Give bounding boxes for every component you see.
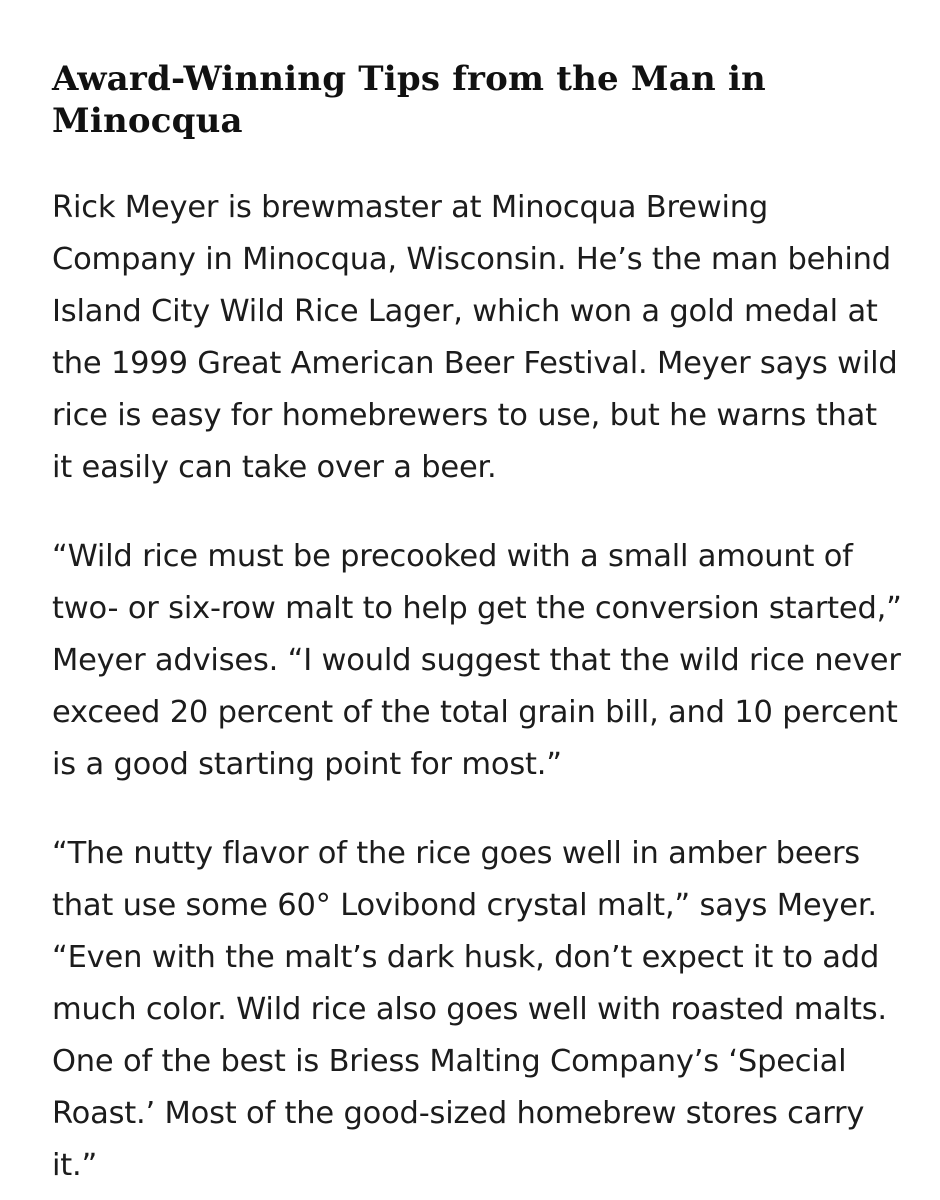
article-headline: Award-Winning Tips from the Man in Minocqua <box>52 59 766 141</box>
article-paragraph-quote-flavor: “The nutty flavor of the rice goes well in amber beers that use some 60° Lovibond crystal malt,” says Meyer. “Even with the malt’s dark husk, don’t expect it to add much color. Wild rice also goes well with roasted malts. One of the best is Briess Malting Company’s ‘Special Roast.’ Most of the good-sized homebrew stores carry it.” <box>52 836 887 1183</box>
article-paragraph-quote-precook: “Wild rice must be precooked with a small amount of two- or six-row malt to help get the conversion started,” Meyer advises. “I would suggest that the wild rice never exceed 20 percent of the total grain bill, and 10 percent is a good starting point for most.” <box>52 539 902 782</box>
article-paragraph-intro: Rick Meyer is brewmaster at Minocqua Brewing Company in Minocqua, Wisconsin. He’s the man behind Island City Wild Rice Lager, which won a gold medal at the 1999 Great American Beer Festival. Meyer says wild rice is easy for homebrewers to use, but he warns that it easily can take over a beer. <box>52 190 898 485</box>
article <box>52 58 902 1192</box>
